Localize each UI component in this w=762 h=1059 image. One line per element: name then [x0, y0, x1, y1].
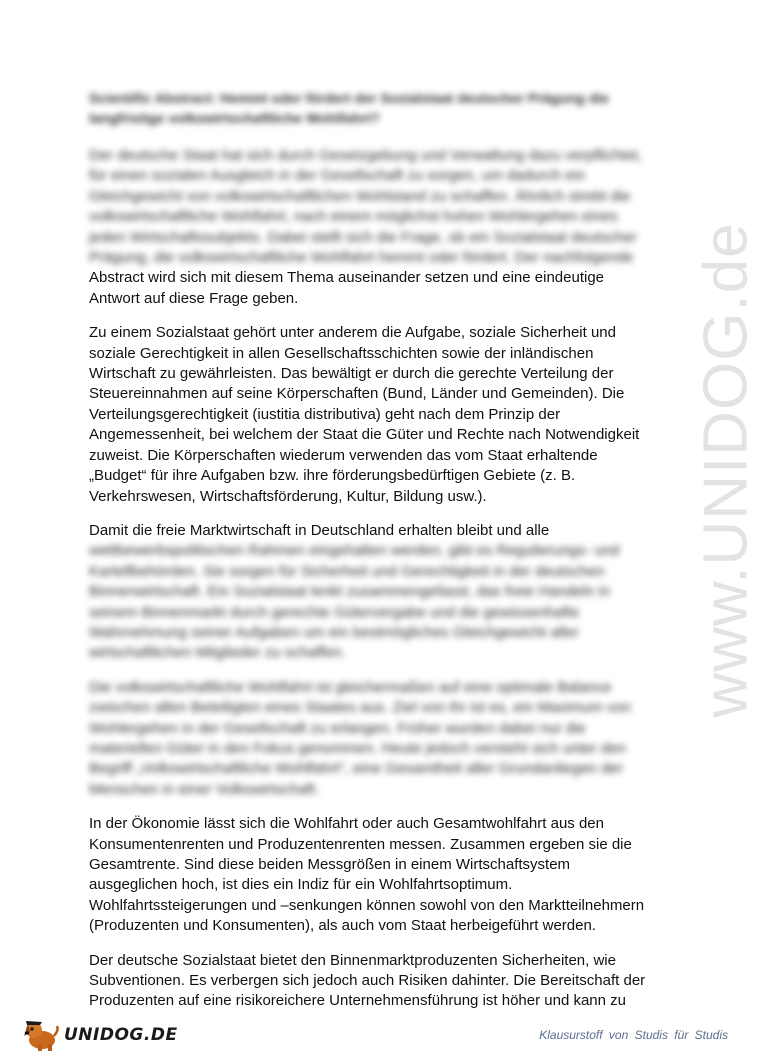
paragraph — [89, 323, 654, 507]
logo-text: UNIDOG.DE — [64, 1025, 178, 1045]
text-line: Damit die freie Marktwirtschaft in Deutschland erhalten bleibt und alle — [89, 521, 550, 539]
text-line: Zu einem Sozialstaat gehört unter anderem die Aufgabe, soziale Sicherheit und — [89, 324, 616, 342]
text-line: Verteilungsgerechtigkeit (iustitia distributiva) geht nach dem Prinzip der — [89, 405, 561, 423]
text-line: Subventionen. Es verbergen sich jedoch auch Risiken dahinter. Die Bereitschaft der — [89, 972, 646, 990]
text-line: Verkehrswesen, Wirtschaftsförderung, Kultur, Bildung usw.). — [89, 487, 487, 505]
document-title — [89, 88, 654, 128]
document-body — [89, 88, 654, 1026]
text-line: Antwort auf diese Frage geben. — [89, 289, 299, 307]
blurred-text-line: Kartellbehörden. Sie sorgen für Sicherheit und Gerechtigkeit in der deutschen — [89, 562, 605, 580]
paragraph — [89, 678, 654, 800]
text-line: Abstract wird sich mit diesem Thema auseinander setzen und eine eindeutige — [89, 269, 605, 287]
blurred-text-line: zwischen allen Beteiligten eines Staates aus. Ziel von ihr ist es, ein Maximum von — [89, 699, 631, 717]
text-line: In der Ökonomie lässt sich die Wohlfahrt oder auch Gesamtwohlfahrt aus den — [89, 815, 604, 833]
text-line: Gesamtrente. Sind diese beiden Messgrößen in einem Wirtschaftsystem — [89, 856, 571, 873]
text-line: Produzenten auf eine risikoreichere Unternehmensführung ist höher und kann zu — [89, 992, 626, 1010]
paragraphs — [89, 146, 654, 1012]
blurred-text-line: Der deutsche Staat hat sich durch Gesetzgebung und Verwaltung dazu verpflichtet, — [89, 147, 642, 164]
text-line: zuweist. Die Körperschaften wiederum verwenden das vom Staat erhaltende — [89, 446, 598, 464]
text-line: Konsumentenrenten und Produzentenrenten messen. Zusammen ergeben sie die — [89, 835, 632, 853]
paragraph — [89, 814, 654, 936]
footer — [0, 1010, 750, 1059]
paragraph — [89, 146, 654, 309]
blurred-text-line: Begriff „Volkswirtschaftliche Wohlfahrt“, eine Gesamtheit aller Grundanliegen der — [89, 760, 623, 778]
title-line: langfristige volkswirtschaftliche Wohlfahrt? — [89, 110, 380, 126]
blurred-text-line: Wohlergehen in der Gesellschaft zu erlangen. Früher wurden dabei nur die — [89, 719, 586, 737]
blurred-text-line: Menschen in einer Volkswirtschaft. — [89, 780, 320, 798]
text-line: Angemessenheit, bei welchem der Staat die Güter und Rechte nach Notwendigkeit — [89, 426, 640, 444]
text-line: Wirtschaft zu gewährleisten. Das bewältigt er durch die gerechte Verteilung der — [89, 365, 614, 383]
text-line: Wohlfahrtssteigerungen und –senkungen können sowohl von den Marktteilnehmern — [89, 896, 645, 914]
blurred-text-line: für einen sozialen Ausgleich in der Gesellschaft zu sorgen, um dadurch ein — [89, 167, 586, 185]
watermark: www.UNIDOG.de — [691, 222, 761, 718]
blurred-text-line: Binnenwirtschaft. Ein Sozialstaat lenkt zusammengefasst, das freie Handeln in — [89, 583, 611, 601]
blurred-text-line: Prägung, die volkswirtschaftliche Wohlfahrt hemmt oder fördert. Der nachfolgende — [89, 249, 634, 267]
blurred-text-line: jeden Wirtschaftssubjekts. Dabei stellt sich die Frage, ob ein Sozialstaat deutscher — [89, 228, 637, 246]
paragraph — [89, 951, 654, 1012]
text-line: „Budget“ für ihre Aufgaben bzw. ihre förderungsbedürftigen Gebiete (z. B. — [89, 467, 576, 485]
blurred-text-line: wirtschaftlichen Mitglieder zu schaffen. — [89, 644, 346, 662]
text-line: Der deutsche Sozialstaat bietet den Binnenmarktproduzenten Sicherheiten, wie — [89, 951, 616, 969]
text-line: soziale Gerechtigkeit in allen Gesellschaftsschichten sowie der inländischen — [89, 344, 594, 362]
blurred-text-line: seinem Binnenmarkt durch gerechte Gütervergabe und die gewissenhafte — [89, 603, 580, 621]
blurred-text-line: Wahrnehmung seiner Aufgaben um ein bestmögliches Gleichgewicht aller — [89, 623, 579, 641]
title-line: Scientific Abstract: Hemmt oder fördert der Sozialstaat deutscher Prägung die — [89, 90, 609, 106]
dog-mascot-icon — [20, 1018, 60, 1052]
text-line: Steuereinnahmen auf seine Körperschaften (Bund, Länder und Gemeinden). Die — [89, 385, 625, 403]
text-line: ausgeglichen hoch, ist dies ein Indiz für ein Wohlfahrtsoptimum. — [89, 876, 513, 894]
unidog-logo[interactable] — [20, 1018, 178, 1052]
text-line: (Produzenten und Konsumenten), als auch vom Staat herbeigeführt werden. — [89, 917, 596, 935]
blurred-text-line: Die volkswirtschaftliche Wohlfahrt ist gleichermaßen auf eine optimale Balance — [89, 678, 612, 696]
blurred-text-line: volkswirtschaftliche Wohlfahrt, nach einem möglichst hohen Wohlergehen eines — [89, 208, 618, 226]
blurred-text-line: Gleichgewicht von volkswirtschaftlichen Wohlstand zu schaffen. Ähnlich strebt die — [89, 187, 631, 205]
blurred-text-line: materiellen Güter in den Fokus genommen. Heute jedoch versteht sich unter den — [89, 739, 626, 757]
paragraph — [89, 521, 654, 664]
blurred-text-line: wettbewerbspolitischen Rahmen eingehalten werden, gibt es Regulierungs- und — [89, 542, 620, 560]
footer-tagline: Klausurstoff von Studis für Studis — [539, 1028, 728, 1042]
